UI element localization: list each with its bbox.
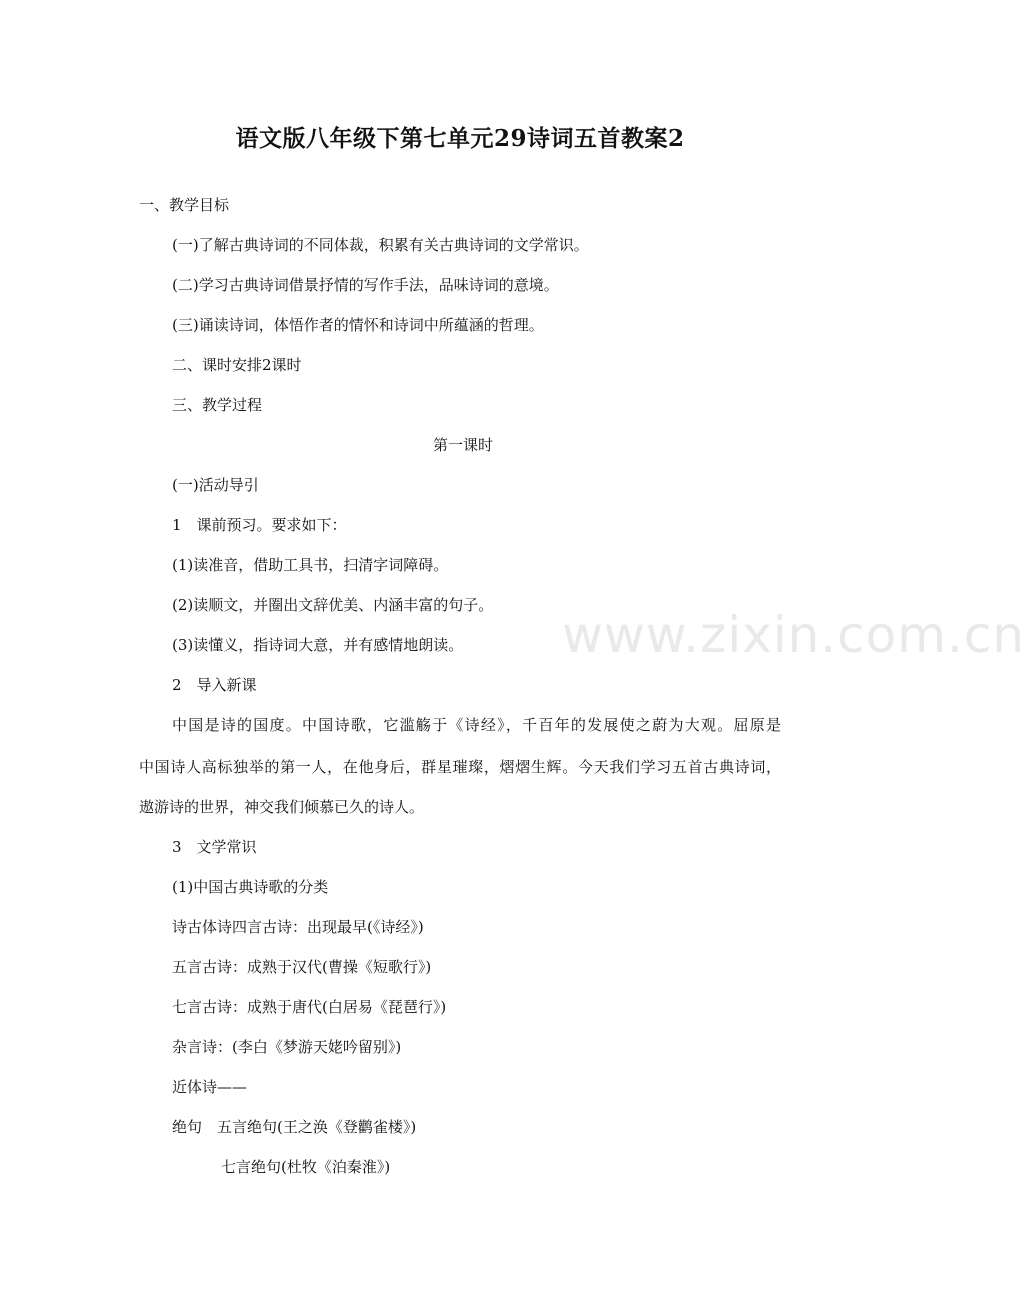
- classification-seven-char: 七言古诗：成熟于唐代(白居易《琵琶行》): [172, 998, 447, 1016]
- classification-heading: (1)中国古典诗歌的分类: [172, 878, 329, 896]
- preview-item-2: (2)读顺文，并圈出文辞优美、内涵丰富的句子。: [172, 596, 494, 614]
- preview-item-1: (1)读准音，借助工具书，扫清字词障碍。: [172, 556, 449, 574]
- classification-four-char: 诗古体诗四言古诗：出现最早(《诗经》): [172, 918, 424, 936]
- section-heading-objectives: 一、教学目标: [139, 196, 230, 214]
- objective-2: (二)学习古典诗词借景抒情的写作手法，品味诗词的意境。: [172, 276, 559, 294]
- classification-five-char: 五言古诗：成熟于汉代(曹操《短歌行》): [172, 958, 432, 976]
- watermark: www.zixin.com.cn: [562, 606, 1025, 664]
- classification-jueju-seven: 七言绝句(杜牧《泊秦淮》): [221, 1158, 391, 1176]
- activity-heading: (一)活动导引: [172, 476, 259, 494]
- classification-modern-style: 近体诗——: [172, 1078, 248, 1096]
- intro-paragraph-line-3: 遨游诗的世界，神交我们倾慕已久的诗人。: [139, 798, 425, 816]
- section-heading-process: 三、教学过程: [172, 396, 263, 414]
- document-title: 语文版八年级下第七单元29诗词五首教案2: [235, 125, 685, 152]
- preview-item-3: (3)读懂义，指诗词大意，并有感情地朗读。: [172, 636, 464, 654]
- intro-paragraph-line-1: 中国是诗的国度。中国诗歌，它滥觞于《诗经》，千百年的发展使之蔚为大观。屈原是: [172, 716, 781, 734]
- step-literary-knowledge: 3 文学常识: [172, 838, 257, 856]
- classification-mixed: 杂言诗：(李白《梦游天姥吟留别》): [172, 1038, 402, 1056]
- intro-paragraph-line-2: 中国诗人高标独举的第一人，在他身后，群星璀璨，熠熠生辉。今天我们学习五首古典诗词，: [139, 758, 781, 776]
- classification-jueju-five: 绝句 五言绝句(王之涣《登鹳雀楼》): [172, 1118, 417, 1136]
- step-introduction: 2 导入新课: [172, 676, 257, 694]
- objective-1: (一)了解古典诗词的不同体裁，积累有关古典诗词的文学常识。: [172, 236, 589, 254]
- step-preview: 1 课前预习。要求如下：: [172, 516, 347, 534]
- objective-3: (三)诵读诗词，体悟作者的情怀和诗词中所蕴涵的哲理。: [172, 316, 544, 334]
- lesson-heading: 第一课时: [432, 436, 493, 454]
- section-heading-schedule: 二、课时安排2课时: [172, 356, 302, 374]
